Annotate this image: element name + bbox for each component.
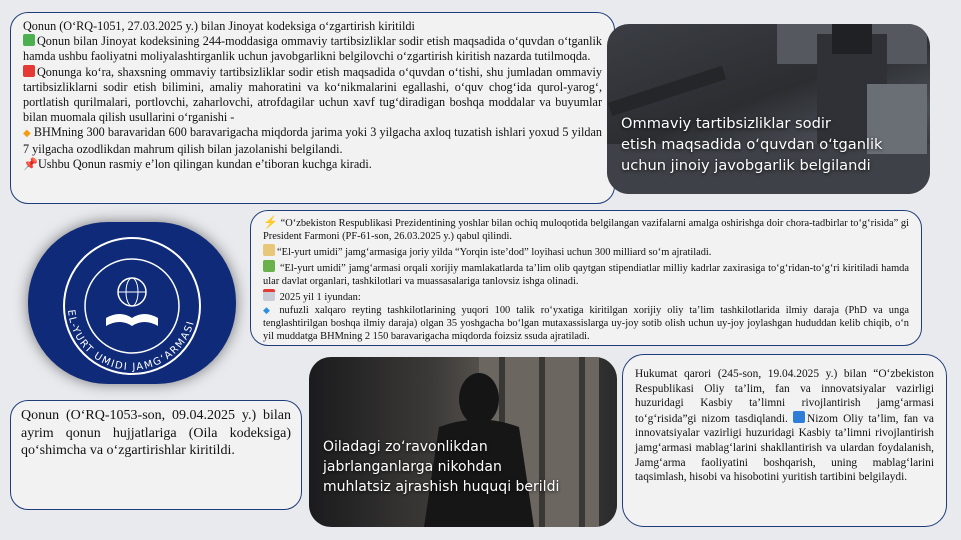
news-paragraph: Qonunga ko‘ra, shaxsning ommaviy tartibsizliklar sodir etish maqsadida o‘quvdan o‘tishi, shu jumladan ommaviy tartibsizliklarni sodir etish bilimini, amaliy mahoratini va ko‘nikmalarini egallashi, o‘quv chog‘ida qurol-yarog‘, portlatish qurilmalari, portlovchi, zaharlovchi, atrofdagilar uchun xavf tug‘diradigan boshqa moddalar va buyumlar bilan muomala qilish usullarini o‘rganishi - — [23, 64, 602, 125]
calendar-icon — [263, 289, 275, 301]
orange-diamond-icon: ◆ — [23, 128, 31, 140]
news-header: Qonun (O‘RQ-1051, 27.03.2025 y.) bilan Jinoyat kodeksiga o‘zgartirish kiritildi — [23, 19, 415, 33]
news-paragraph: “El-yurt umidi” jamg‘armasiga joriy yilda “Yorqin iste’dod” loyihasi uchun 300 milliard so‘m ajratiladi. — [263, 244, 909, 260]
photo-caption: Oiladagi zo‘ravonlikdan jabrlanganlarga nikohdan muhlatsiz ajrashish huquqi berildi — [323, 439, 560, 495]
logo-emblem-icon — [28, 222, 236, 384]
news-card-government-resolution — [622, 354, 947, 527]
news-paragraph: 2025 yil 1 iyundan: — [263, 289, 909, 305]
blue-diamond-icon: ◆ — [263, 305, 274, 316]
news-paragraph: Qonun bilan Jinoyat kodeksining 244-moddasiga ommaviy tartibsizliklar sodir etish maqsadida o‘quvdan o‘tganlik hamda ushbu faoliyatni moliyalashtirganlik uchun javobgarlikni belgilovchi o‘zgartirish kiritish nazarda tutilmoqda. — [23, 34, 602, 64]
news-paragraph: ◆ nufuzli xalqaro reyting tashkilotlarining yuqori 100 talik ro‘yxatiga kiritilgan xorijiy oliy ta’lim tashkilotlarida ilmiy daraja (PhD va unga tenglashtirilgan boshqa ilmiy daraja) olgan 35 yoshgacha bo‘lgan mutaxassislarga uy-joy sotib olish uchun uy-joy joylashgan hududdan kelib chiqib, o‘n yil muddatga BHMning 2 150 baravarigacha miqdorda foizsiz ssuda ajratiladi. — [263, 305, 909, 343]
news-photo-divorce — [309, 357, 617, 527]
svg-text:EL-YURT UMIDI JAMG‘ARMASI: EL-YURT UMIDI JAMG‘ARMASI — [65, 308, 198, 374]
red-square-icon — [23, 65, 35, 77]
news-paragraph: ⚡ “O‘zbekiston Respublikasi Prezidentining yoshlar bilan ochiq muloqotida belgilangan vazifalarni amalga oshirishga doir chora-tadbirlar to‘g‘risida” gi President Farmoni (PF-61-son, 26.03.2025 y.) qabul qilindi. — [263, 215, 909, 242]
news-photo-riot — [607, 24, 930, 194]
news-paragraph: 📌Ushbu Qonun rasmiy e’lon qilingan kundan e’tiboran kuchga kiradi. — [23, 156, 372, 171]
check-icon — [263, 260, 275, 272]
news-paragraph: “El-yurt umidi” jamg‘armasi orqali xorijiy mamlakatlarda ta’lim olib qaytgan stipendiatlar milliy kadrlar zaxirasiga to‘g‘ridan-to‘g‘ri kiritiladi hamda ular davlat organlari, tashkilotlari va muassasalariga tanlovsiz ishga olinadi. — [263, 260, 909, 289]
photo-caption: Ommaviy tartibsizliklar sodir etish maqsadida o‘quvdan o‘tganlik uchun jinoiy javobgarlik belgilandi — [621, 115, 883, 174]
scroll-icon — [263, 244, 275, 256]
news-paragraph: Hukumat qarori (245-son, 19.04.2025 y.) bilan “O‘zbekiston Respublikasi Oliy ta’lim, fan va innovatsiyalar vazirligi huzuridagi Kasbiy ta’limni rivojlantirish jamg‘armasi to‘g‘risida”gi nizom tasdiqlandi. Nizom Oliy ta’lim, fan va innovatsiyalar vazirligi huzuridagi Kasbiy ta’limni rivojlantirish jamg‘armasi mablag‘larini shakllantirish va ulardan foydalanish, Jamg‘arma faoliyatini boshqarish, uning mablag‘larini taqsimlash, hisobi va hisobotini yuritish tartibini belgilaydi. — [635, 368, 934, 484]
news-paragraph: Qonun (O‘RQ-1053-son, 09.04.2025 y.) bilan ayrim qonun hujjatlariga (Oila kodeksiga) qo‘shimcha va o‘zgartirishlar kiritildi. — [21, 408, 291, 458]
check-green-icon — [23, 34, 35, 46]
news-card-family-code — [10, 400, 302, 510]
el-yurt-umidi-logo — [28, 222, 236, 384]
news-card-criminal-code — [10, 12, 615, 204]
lightning-icon: ⚡ — [263, 215, 278, 229]
news-card-decree — [250, 210, 922, 346]
pushpin-icon: 📌 — [23, 156, 38, 171]
news-paragraph: ◆ BHMning 300 baravaridan 600 baravarigacha miqdorda jarima yoki 3 yilgacha axloq tuzatish ishlari yoxud 5 yildan 7 yilgacha ozodlikdan mahrum qilish bilan jazolanishi belgilandi. — [23, 125, 603, 156]
blue-check-shield-icon — [793, 411, 805, 423]
